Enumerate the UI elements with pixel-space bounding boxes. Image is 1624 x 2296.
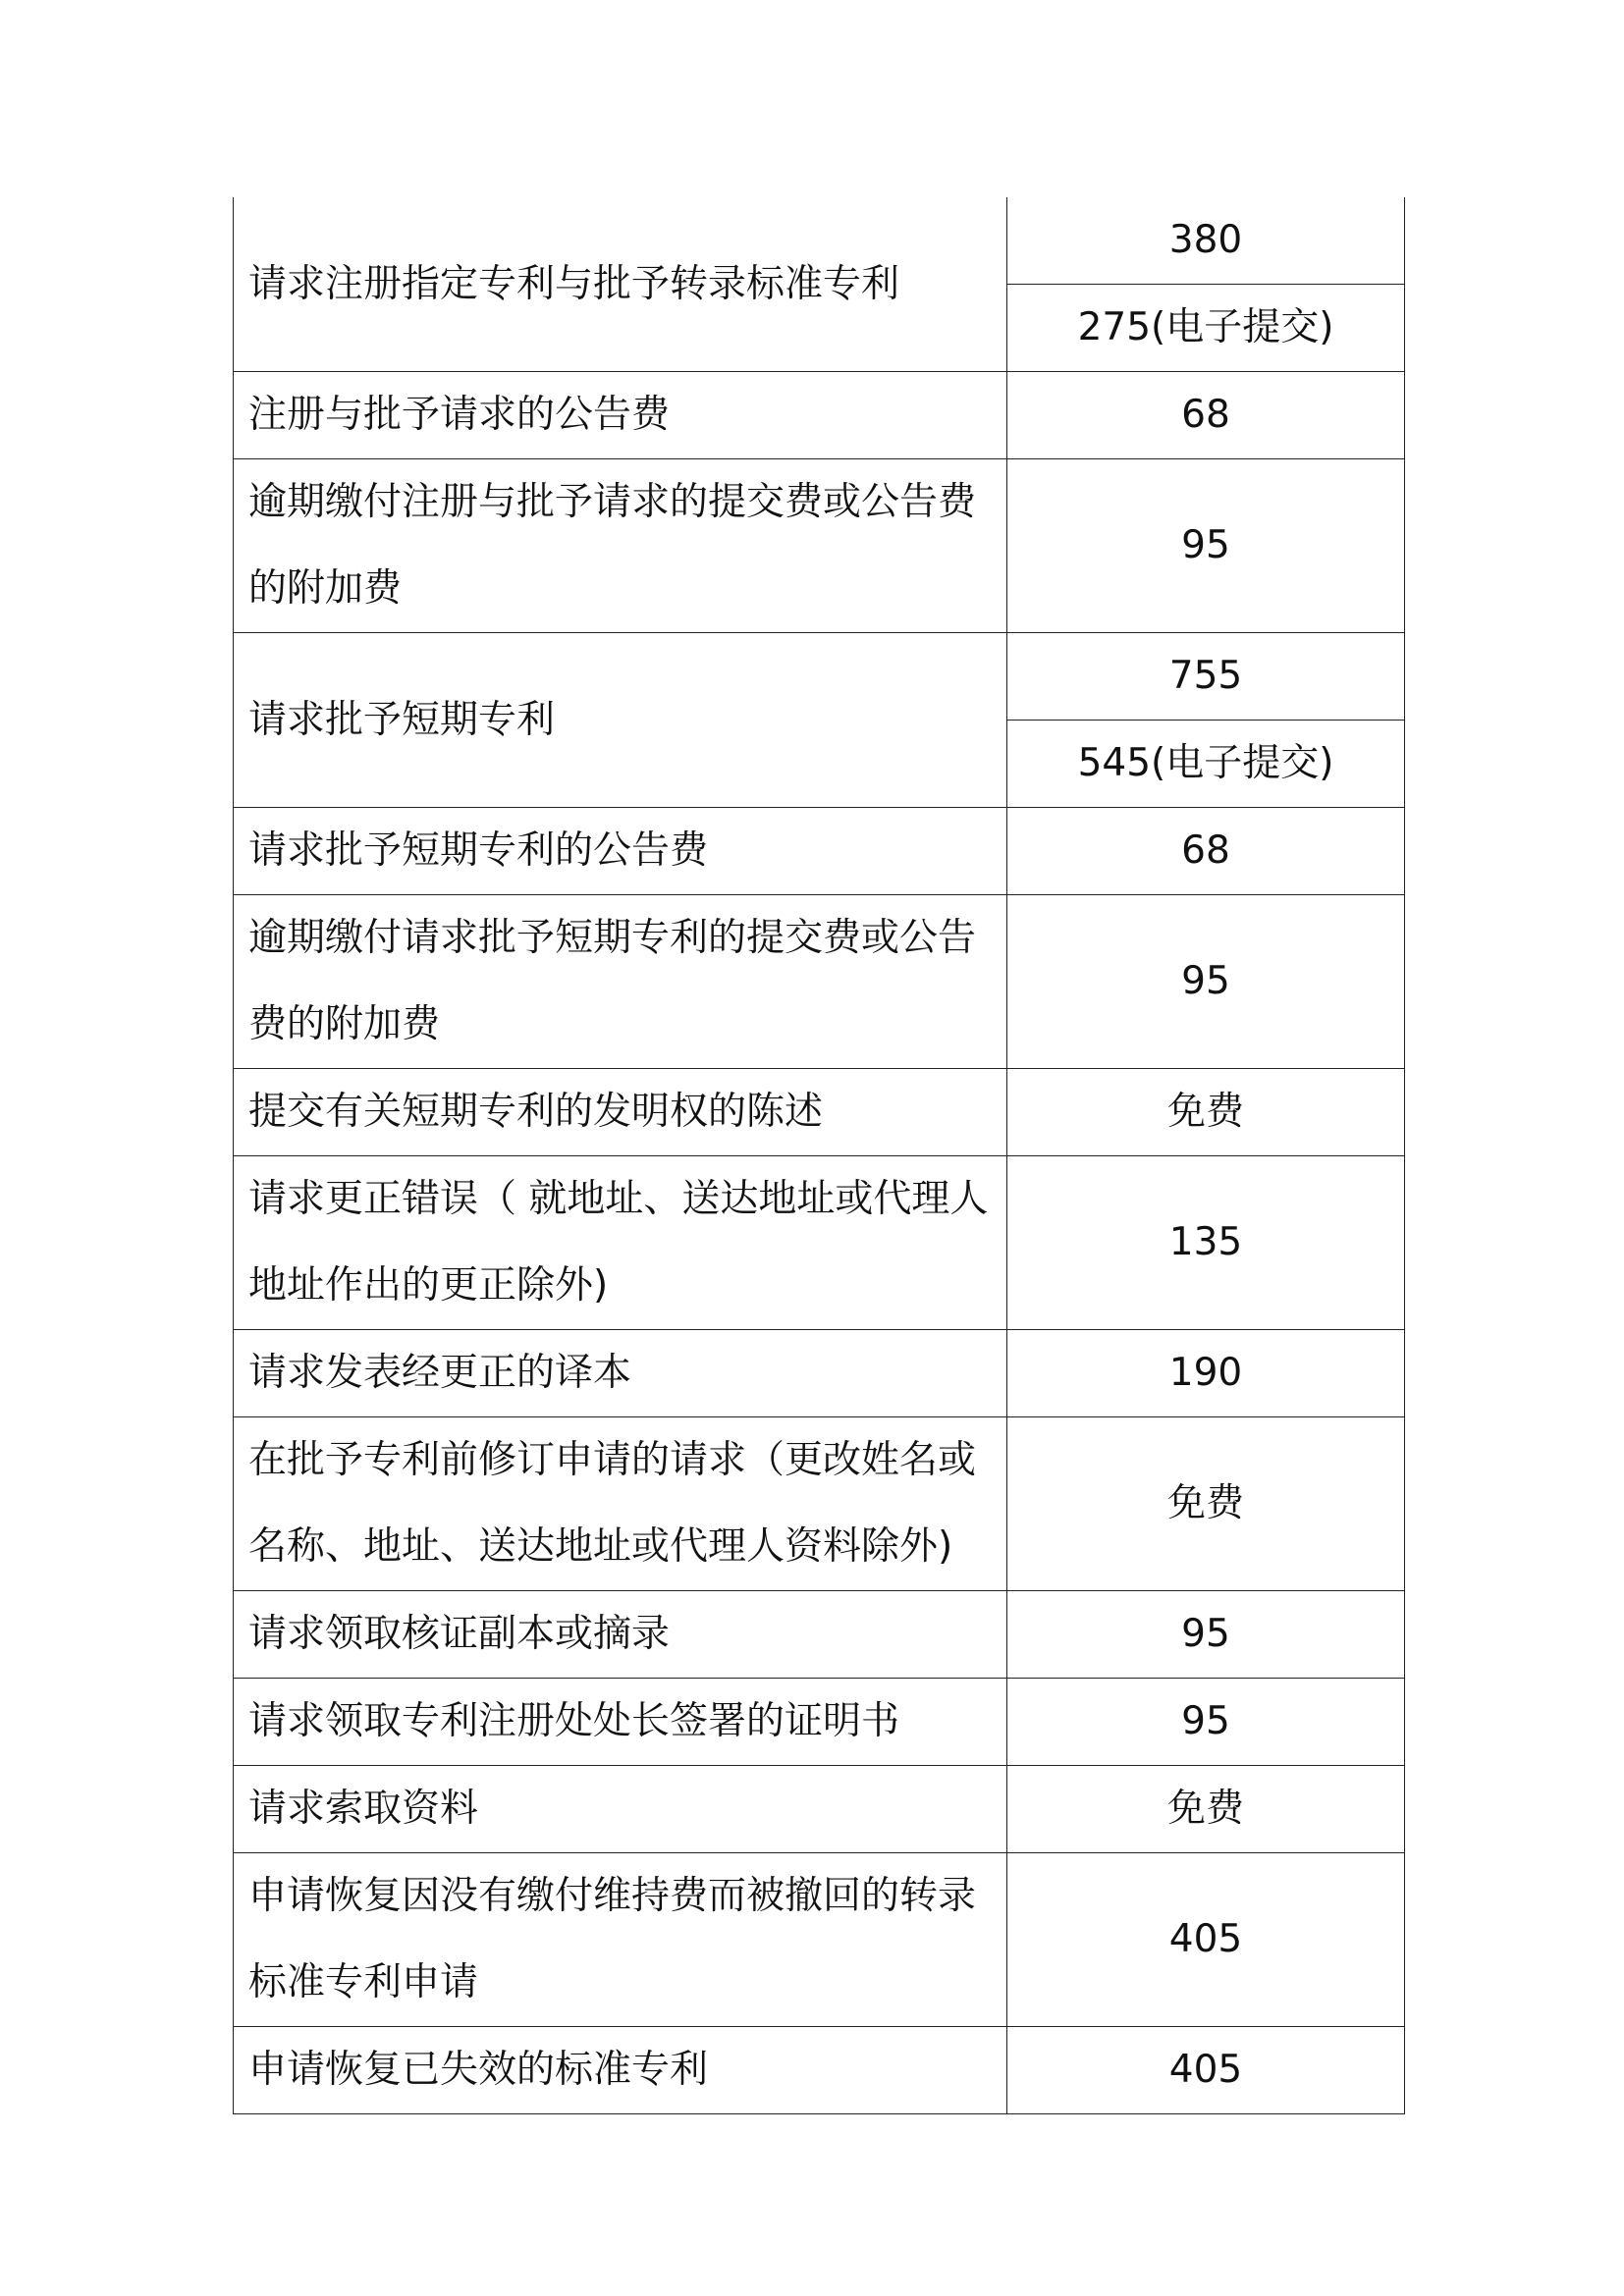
fee-amount: 545(电子提交) [1007, 721, 1405, 808]
fee-description: 请求领取专利注册处处长签署的证明书 [234, 1679, 1007, 1766]
fee-description: 注册与批予请求的公告费 [234, 372, 1007, 459]
fee-amount: 380 [1007, 197, 1405, 285]
table-row [234, 808, 1405, 895]
fee-amount: 免费 [1007, 1417, 1405, 1591]
fee-description: 请求批予短期专利 [234, 633, 1007, 808]
table-row [234, 1330, 1405, 1417]
fee-amount: 95 [1007, 459, 1405, 633]
table-row [234, 459, 1405, 633]
fee-amount: 275(电子提交) [1007, 285, 1405, 372]
table-row [234, 1069, 1405, 1156]
fee-amount: 68 [1007, 372, 1405, 459]
table-row [234, 372, 1405, 459]
table-row [234, 1156, 1405, 1330]
fee-amount: 190 [1007, 1330, 1405, 1417]
fee-table-body [234, 197, 1405, 2114]
table-row [234, 1591, 1405, 1679]
fee-description: 请求批予短期专利的公告费 [234, 808, 1007, 895]
table-row [234, 2027, 1405, 2114]
fee-amount: 135 [1007, 1156, 1405, 1330]
table-row [234, 1766, 1405, 1853]
fee-table [233, 197, 1405, 2114]
fee-description: 在批予专利前修订申请的请求（更改姓名或名称、地址、送达地址或代理人资料除外) [234, 1417, 1007, 1591]
fee-amount: 免费 [1007, 1069, 1405, 1156]
fee-description: 请求发表经更正的译本 [234, 1330, 1007, 1417]
fee-description: 请求领取核证副本或摘录 [234, 1591, 1007, 1679]
fee-description: 逾期缴付注册与批予请求的提交费或公告费的附加费 [234, 459, 1007, 633]
table-row [234, 633, 1405, 721]
fee-description: 申请恢复因没有缴付维持费而被撤回的转录标准专利申请 [234, 1853, 1007, 2027]
table-row [234, 1417, 1405, 1591]
fee-description: 请求注册指定专利与批予转录标准专利 [234, 197, 1007, 372]
fee-amount: 405 [1007, 1853, 1405, 2027]
fee-description: 请求更正错误（ 就地址、送达地址或代理人地址作出的更正除外) [234, 1156, 1007, 1330]
fee-amount: 405 [1007, 2027, 1405, 2114]
fee-amount: 免费 [1007, 1766, 1405, 1853]
fee-description: 请求索取资料 [234, 1766, 1007, 1853]
fee-amount: 95 [1007, 1679, 1405, 1766]
fee-amount: 95 [1007, 895, 1405, 1069]
fee-description: 提交有关短期专利的发明权的陈述 [234, 1069, 1007, 1156]
table-row [234, 1679, 1405, 1766]
fee-description: 逾期缴付请求批予短期专利的提交费或公告费的附加费 [234, 895, 1007, 1069]
fee-amount: 755 [1007, 633, 1405, 721]
fee-amount: 95 [1007, 1591, 1405, 1679]
fee-description: 申请恢复已失效的标准专利 [234, 2027, 1007, 2114]
table-row [234, 197, 1405, 285]
table-row [234, 895, 1405, 1069]
fee-amount: 68 [1007, 808, 1405, 895]
table-row [234, 1853, 1405, 2027]
